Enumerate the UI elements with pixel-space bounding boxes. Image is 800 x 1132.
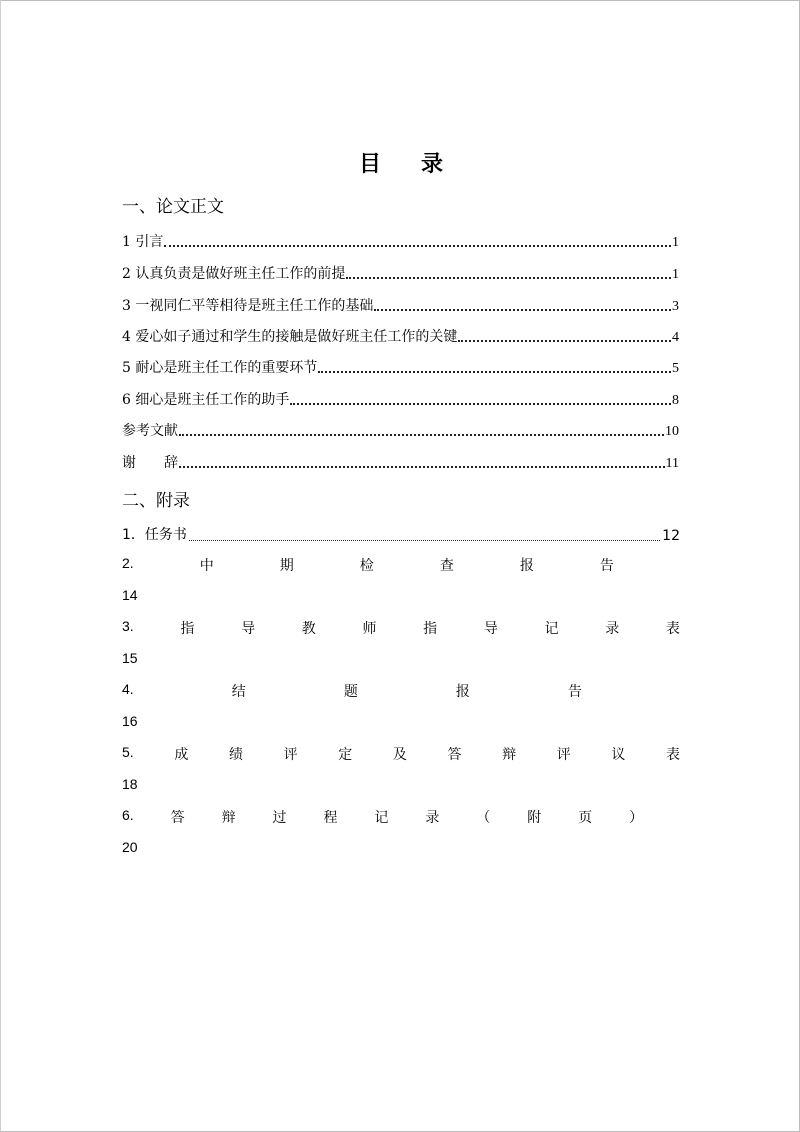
appendix-item-2 (122, 555, 680, 575)
appendix-item-char: 查 (439, 558, 454, 574)
toc-entry-label: 2 认真负责是做好班主任工作的前提 (122, 266, 346, 282)
toc-entry (122, 420, 679, 440)
appendix-item-char: 告 (567, 684, 582, 700)
appendix-item-char: 记 (374, 810, 389, 826)
dot-leader (290, 403, 671, 405)
toc-entry-page-number: 8 (672, 393, 679, 408)
appendix-item-char: 录 (605, 621, 620, 637)
appendix-item-1 (122, 524, 680, 544)
appendix-page-number: 12 (662, 528, 680, 544)
appendix-item-char: 报 (519, 558, 534, 574)
toc-entry-label: 谢 辞 (122, 455, 178, 471)
appendix-item-char: 教 (301, 621, 316, 637)
toc-entry-page-number: 3 (672, 299, 679, 314)
appendix-item-4 (122, 681, 680, 701)
appendix-item-char: 报 (455, 684, 470, 700)
toc-entry-page-number: 1 (672, 235, 679, 250)
appendix-item-char: 5. (122, 744, 134, 760)
appendix-item-char: 题 (343, 684, 358, 700)
toc-entry-label: 1 引言 (122, 234, 164, 250)
toc-entry (122, 295, 679, 315)
toc-entry-page-number: 5 (672, 361, 679, 376)
toc-entry (122, 389, 679, 409)
appendix-item-char: 师 (362, 621, 377, 637)
appendix-item-char: 4. (122, 681, 134, 697)
appendix-item-char: 答 (170, 810, 185, 826)
appendix-item-char: 检 (359, 558, 374, 574)
appendix-item-char: 定 (338, 747, 353, 763)
appendix-item-char: 3. (122, 618, 134, 634)
appendix-item-char: 导 (241, 621, 256, 637)
appendix-item-char: 表 (665, 747, 680, 763)
dot-leader (458, 340, 671, 342)
appendix-item-char: 页 (578, 810, 593, 826)
dot-leader (179, 466, 665, 468)
page-title (1, 147, 800, 178)
toc-entry (122, 263, 679, 283)
toc-entry-page-number: 1 (672, 267, 679, 282)
appendix-item-5 (122, 744, 680, 764)
dot-leader (189, 540, 660, 541)
dot-leader (346, 277, 671, 279)
toc-entry (122, 452, 679, 472)
dot-leader (318, 371, 671, 373)
toc-entry-label: 4 爱心如子通过和学生的接触是做好班主任工作的关键 (122, 329, 458, 345)
appendix-item-char: 记 (544, 621, 559, 637)
appendix-item-char: 辩 (221, 810, 236, 826)
toc-entry-page-number: 4 (672, 330, 679, 345)
appendix-item-char: 结 (231, 684, 246, 700)
title-char-1: 目 (358, 152, 381, 177)
appendix-item-char: 导 (483, 621, 498, 637)
appendix-item-char: 表 (665, 621, 680, 637)
toc-entry (122, 357, 679, 377)
appendix-item-char: 6. (122, 807, 134, 823)
appendix-item-char: 成 (174, 747, 189, 763)
appendix-item-char: 2. (122, 555, 134, 571)
toc-entry-label: 3 一视同仁平等相待是班主任工作的基础 (122, 298, 374, 314)
toc-entry-label: 参考文献 (122, 423, 178, 439)
appendix-item-char: 及 (392, 747, 407, 763)
appendix-item-char: 程 (323, 810, 338, 826)
appendix-item-char: 辩 (502, 747, 517, 763)
appendix-item-char: （ (476, 810, 491, 826)
appendix-item-6 (122, 807, 680, 827)
toc-entry-page-number: 10 (665, 424, 679, 439)
appendix-item-char: 期 (279, 558, 294, 574)
toc-entry (122, 326, 679, 346)
appendix-page-number: 15 (122, 650, 138, 666)
appendix-page-number: 18 (122, 776, 138, 792)
section-heading-appendix: 二、附录 (122, 491, 190, 511)
appendix-item-char: 议 (611, 747, 626, 763)
appendix-page-number: 20 (122, 839, 138, 855)
appendix-item-char: 答 (447, 747, 462, 763)
appendix-item-char: 告 (599, 558, 614, 574)
appendix-item-char: 过 (272, 810, 287, 826)
section-heading-main-text: 一、论文正文 (122, 197, 224, 217)
toc-entry-page-number: 11 (665, 456, 679, 471)
appendix-item-label: 1．任务书 (122, 527, 187, 543)
appendix-page-number: 16 (122, 713, 138, 729)
appendix-item-char: 指 (180, 621, 195, 637)
dot-leader (179, 434, 664, 436)
appendix-item-char: 附 (527, 810, 542, 826)
toc-entry (122, 231, 679, 251)
appendix-page-number: 14 (122, 587, 138, 603)
title-char-2: 录 (421, 152, 444, 177)
appendix-item-char: 指 (423, 621, 438, 637)
appendix-item-3 (122, 618, 680, 638)
toc-entry-label: 6 细心是班主任工作的助手 (122, 392, 290, 408)
appendix-item-char: 评 (283, 747, 298, 763)
appendix-item-char: 中 (199, 558, 214, 574)
appendix-item-char: 评 (556, 747, 571, 763)
appendix-item-char: ） (629, 810, 644, 826)
appendix-item-char: 绩 (228, 747, 243, 763)
appendix-item-char: 录 (425, 810, 440, 826)
toc-entry-label: 5 耐心是班主任工作的重要环节 (122, 360, 318, 376)
dot-leader (164, 245, 671, 247)
dot-leader (374, 309, 671, 311)
